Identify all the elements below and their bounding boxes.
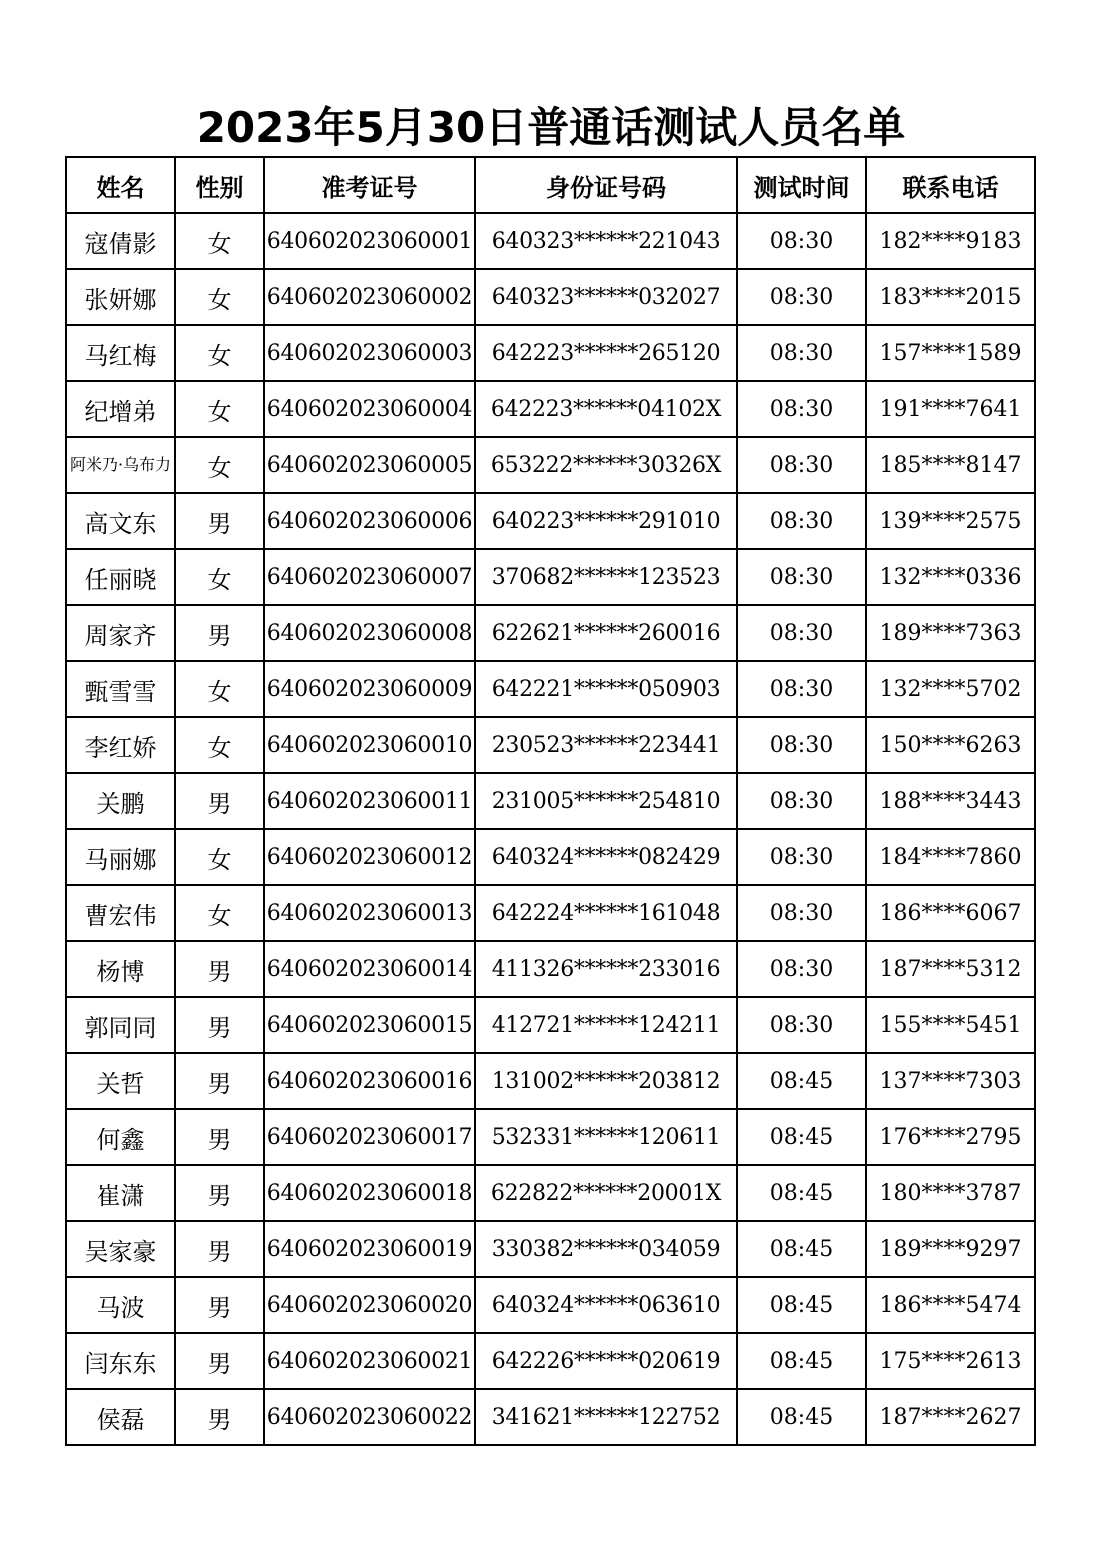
cell-phone: 187****5312 [866,941,1035,997]
cell-name: 吴家豪 [66,1221,175,1277]
cell-gender: 女 [175,325,264,381]
cell-name: 郭同同 [66,997,175,1053]
table-row [66,1333,1035,1389]
cell-gender: 男 [175,997,264,1053]
cell-exam-no: 640602023060004 [264,381,475,437]
cell-phone: 137****7303 [866,1053,1035,1109]
cell-phone: 182****9183 [866,213,1035,269]
header-exam-no: 准考证号 [264,157,475,213]
cell-name: 曹宏伟 [66,885,175,941]
cell-id-no: 370682******123523 [475,549,737,605]
cell-gender: 男 [175,1165,264,1221]
cell-phone: 176****2795 [866,1109,1035,1165]
cell-id-no: 131002******203812 [475,1053,737,1109]
cell-exam-no: 640602023060022 [264,1389,475,1445]
cell-time: 08:30 [737,605,866,661]
page-title: 2023年5月30日普通话测试人员名单 [196,103,906,152]
header-time: 测试时间 [737,157,866,213]
table-row [66,661,1035,717]
table-row [66,773,1035,829]
cell-id-no: 341621******122752 [475,1389,737,1445]
cell-name: 寇倩影 [66,213,175,269]
cell-phone: 132****5702 [866,661,1035,717]
cell-name: 马红梅 [66,325,175,381]
cell-time: 08:30 [737,997,866,1053]
cell-exam-no: 640602023060007 [264,549,475,605]
cell-phone: 189****9297 [866,1221,1035,1277]
table-row [66,437,1035,493]
cell-phone: 157****1589 [866,325,1035,381]
cell-gender: 男 [175,493,264,549]
cell-name: 周家齐 [66,605,175,661]
header-name: 姓名 [66,157,175,213]
cell-time: 08:45 [737,1109,866,1165]
cell-exam-no: 640602023060017 [264,1109,475,1165]
cell-time: 08:30 [737,661,866,717]
cell-gender: 女 [175,717,264,773]
cell-time: 08:30 [737,493,866,549]
table-row [66,549,1035,605]
cell-exam-no: 640602023060014 [264,941,475,997]
table-row [66,493,1035,549]
cell-id-no: 330382******034059 [475,1221,737,1277]
cell-exam-no: 640602023060012 [264,829,475,885]
cell-name: 关鹏 [66,773,175,829]
cell-gender: 女 [175,437,264,493]
cell-time: 08:30 [737,773,866,829]
cell-gender: 女 [175,549,264,605]
table-row [66,269,1035,325]
cell-exam-no: 640602023060003 [264,325,475,381]
cell-gender: 女 [175,381,264,437]
cell-phone: 180****3787 [866,1165,1035,1221]
table-row [66,1109,1035,1165]
cell-time: 08:30 [737,549,866,605]
cell-exam-no: 640602023060006 [264,493,475,549]
cell-name: 高文东 [66,493,175,549]
table-row [66,1221,1035,1277]
cell-phone: 191****7641 [866,381,1035,437]
cell-phone: 155****5451 [866,997,1035,1053]
cell-exam-no: 640602023060005 [264,437,475,493]
cell-gender: 男 [175,941,264,997]
cell-phone: 187****2627 [866,1389,1035,1445]
cell-phone: 139****2575 [866,493,1035,549]
cell-id-no: 640223******291010 [475,493,737,549]
cell-time: 08:30 [737,437,866,493]
cell-exam-no: 640602023060021 [264,1333,475,1389]
cell-id-no: 412721******124211 [475,997,737,1053]
cell-gender: 男 [175,1333,264,1389]
cell-id-no: 642221******050903 [475,661,737,717]
cell-id-no: 642224******161048 [475,885,737,941]
cell-name: 马丽娜 [66,829,175,885]
cell-id-no: 411326******233016 [475,941,737,997]
cell-name: 纪增弟 [66,381,175,437]
cell-time: 08:30 [737,325,866,381]
cell-time: 08:30 [737,269,866,325]
table-row [66,885,1035,941]
cell-name: 关哲 [66,1053,175,1109]
cell-id-no: 642223******265120 [475,325,737,381]
cell-phone: 186****5474 [866,1277,1035,1333]
cell-phone: 175****2613 [866,1333,1035,1389]
table-row [66,1389,1035,1445]
cell-phone: 184****7860 [866,829,1035,885]
cell-exam-no: 640602023060018 [264,1165,475,1221]
cell-id-no: 230523******223441 [475,717,737,773]
table-body [66,213,1035,1445]
cell-id-no: 622621******260016 [475,605,737,661]
cell-id-no: 640323******032027 [475,269,737,325]
cell-gender: 男 [175,1053,264,1109]
table-row [66,1277,1035,1333]
cell-id-no: 532331******120611 [475,1109,737,1165]
table-row [66,1165,1035,1221]
cell-name: 李红娇 [66,717,175,773]
cell-phone: 183****2015 [866,269,1035,325]
cell-phone: 186****6067 [866,885,1035,941]
table-row [66,941,1035,997]
cell-phone: 150****6263 [866,717,1035,773]
cell-exam-no: 640602023060008 [264,605,475,661]
cell-time: 08:30 [737,213,866,269]
cell-name: 侯磊 [66,1389,175,1445]
cell-exam-no: 640602023060016 [264,1053,475,1109]
cell-time: 08:30 [737,941,866,997]
table-row [66,1053,1035,1109]
cell-name: 何鑫 [66,1109,175,1165]
cell-gender: 女 [175,213,264,269]
cell-time: 08:45 [737,1221,866,1277]
cell-phone: 185****8147 [866,437,1035,493]
cell-exam-no: 640602023060001 [264,213,475,269]
cell-gender: 男 [175,1221,264,1277]
cell-id-no: 622822******20001X [475,1165,737,1221]
cell-gender: 男 [175,1277,264,1333]
cell-name: 闫东东 [66,1333,175,1389]
cell-time: 08:30 [737,381,866,437]
cell-gender: 女 [175,885,264,941]
cell-exam-no: 640602023060009 [264,661,475,717]
cell-exam-no: 640602023060013 [264,885,475,941]
header-gender: 性别 [175,157,264,213]
table-row [66,381,1035,437]
cell-gender: 男 [175,1109,264,1165]
table-row [66,325,1035,381]
cell-time: 08:45 [737,1165,866,1221]
cell-id-no: 642223******04102X [475,381,737,437]
cell-name: 阿米乃·乌布力 [66,437,175,493]
cell-id-no: 640324******063610 [475,1277,737,1333]
table-row [66,717,1035,773]
header-phone: 联系电话 [866,157,1035,213]
table-row [66,997,1035,1053]
table-row [66,605,1035,661]
roster-table [65,156,1036,1446]
cell-gender: 女 [175,661,264,717]
cell-id-no: 231005******254810 [475,773,737,829]
cell-id-no: 640324******082429 [475,829,737,885]
cell-gender: 女 [175,829,264,885]
cell-name: 杨博 [66,941,175,997]
cell-gender: 女 [175,269,264,325]
cell-time: 08:30 [737,829,866,885]
cell-time: 08:30 [737,885,866,941]
header-row [66,157,1035,213]
cell-exam-no: 640602023060019 [264,1221,475,1277]
cell-id-no: 640323******221043 [475,213,737,269]
cell-time: 08:30 [737,717,866,773]
cell-name: 张妍娜 [66,269,175,325]
cell-time: 08:45 [737,1053,866,1109]
cell-time: 08:45 [737,1277,866,1333]
cell-exam-no: 640602023060015 [264,997,475,1053]
cell-exam-no: 640602023060011 [264,773,475,829]
cell-time: 08:45 [737,1333,866,1389]
cell-time: 08:45 [737,1389,866,1445]
header-id-no: 身份证号码 [475,157,737,213]
cell-exam-no: 640602023060010 [264,717,475,773]
cell-id-no: 653222******30326X [475,437,737,493]
cell-phone: 188****3443 [866,773,1035,829]
cell-name: 崔潇 [66,1165,175,1221]
cell-gender: 男 [175,773,264,829]
table-row [66,829,1035,885]
cell-gender: 男 [175,605,264,661]
cell-name: 甄雪雪 [66,661,175,717]
cell-id-no: 642226******020619 [475,1333,737,1389]
cell-exam-no: 640602023060020 [264,1277,475,1333]
table-row [66,213,1035,269]
cell-phone: 189****7363 [866,605,1035,661]
cell-name: 任丽晓 [66,549,175,605]
cell-exam-no: 640602023060002 [264,269,475,325]
cell-phone: 132****0336 [866,549,1035,605]
cell-name: 马波 [66,1277,175,1333]
cell-gender: 男 [175,1389,264,1445]
